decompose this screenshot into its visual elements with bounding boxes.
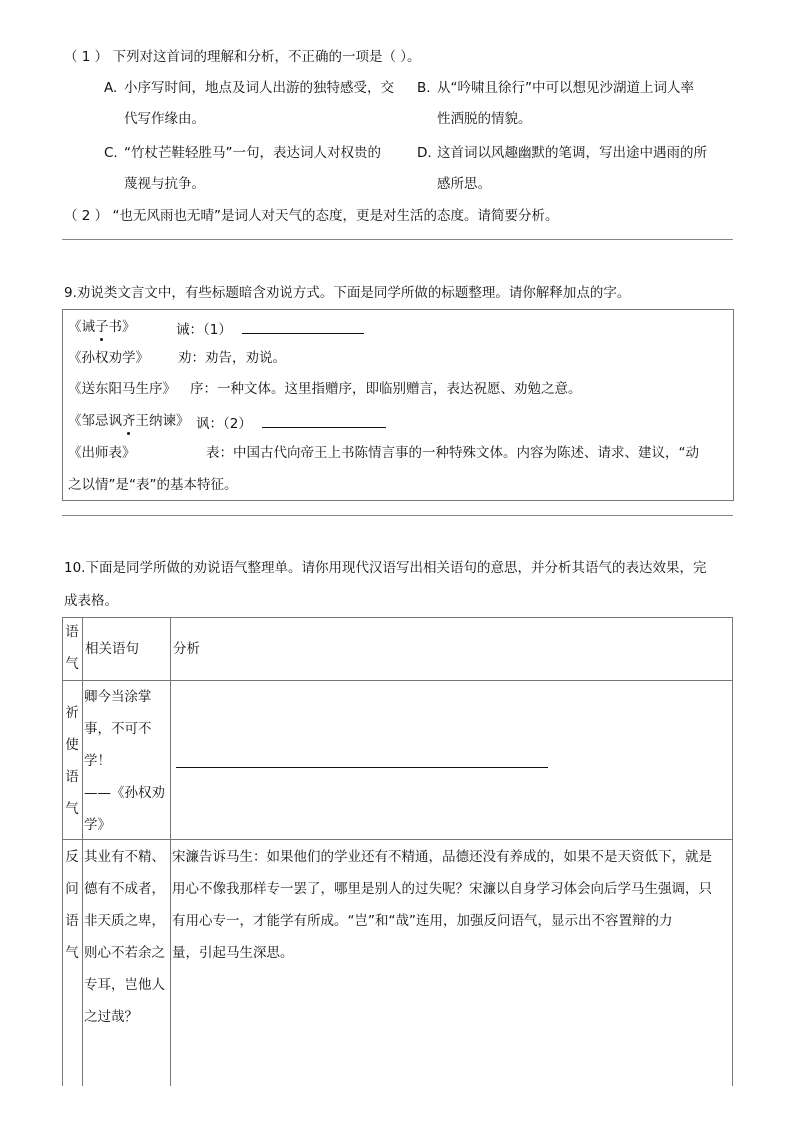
divider <box>62 239 733 240</box>
def-4-text: 讽：（2） <box>196 416 252 432</box>
table-row-divider <box>62 839 733 840</box>
table-border-right <box>732 617 733 1086</box>
option-a-line1: 小序写时间，地点及词人出游的独特感受，交 <box>124 80 394 96</box>
q9-def-5: 表：中国古代向帝王上书陈情言事的一种特殊文体。内容为陈述、请求、建议，“动 <box>206 445 699 461</box>
q9-def-1 <box>176 319 364 338</box>
row1-sentence-line: 卿今当涂掌 <box>84 689 152 705</box>
q9-title-4 <box>68 413 190 429</box>
row2-sentence-line: 其业有不精、 <box>84 849 165 865</box>
option-a-line2: 代写作缘由。 <box>124 111 205 127</box>
row2-analysis-line: 用心不像我那样专一罢了，哪里是别人的过失呢？宋濂以自身学习体会向后学马生强调，只 <box>172 881 712 897</box>
header-sentence: 相关语句 <box>85 641 139 657</box>
answer-blank-2[interactable] <box>262 413 386 428</box>
answer-blank-3[interactable] <box>176 767 548 768</box>
q8-sub1: （ 1 ） 下列对这首词的理解和分析，不正确的一项是（ ）。 <box>64 49 421 65</box>
option-d-letter: D. <box>417 145 432 161</box>
row1-sentence-line: 学》 <box>84 817 111 833</box>
q8-sub2: （ 2 ） “也无风雨也无晴”是词人对天气的态度，更是对生活的态度。请简要分析。 <box>64 208 559 224</box>
header-analysis: 分析 <box>173 641 200 657</box>
table-col-divider <box>82 617 83 1086</box>
q10-prompt-line2: 成表格。 <box>64 593 118 609</box>
row2-sentence-line: 之过哉？ <box>84 1009 138 1025</box>
q9-def-4 <box>196 413 386 432</box>
row1-sentence-line: 事，不可不 <box>84 721 152 737</box>
option-d-line1: 这首词以风趣幽默的笔调，写出途中遇雨的所 <box>437 145 707 161</box>
q9-title-1 <box>68 319 136 335</box>
option-b-line2: 性洒脱的情貌。 <box>437 111 532 127</box>
row2-tone-char: 语 <box>65 913 79 929</box>
row2-sentence-line: 则心不若余之 <box>84 945 165 961</box>
option-c-letter: C. <box>104 145 118 161</box>
option-b-letter: B. <box>417 80 431 96</box>
option-c-line2: 蔑视与抗争。 <box>124 176 205 192</box>
row2-sentence-line: 非天质之卑， <box>84 913 165 929</box>
q9-def-2: 劝：劝告，劝说。 <box>178 350 286 366</box>
row2-tone-char: 气 <box>65 945 79 961</box>
row2-analysis-line: 量，引起马生深思。 <box>172 945 294 961</box>
q9-box <box>62 309 734 501</box>
row2-tone-char: 反 <box>65 849 79 865</box>
row1-tone-char: 使 <box>65 737 79 753</box>
row2-analysis-line: 有用心专一，才能学有所成。“岂”和“哉”连用，加强反问语气，显示出不容置辩的力 <box>172 913 673 929</box>
row1-sentence-line: 学！ <box>84 753 111 769</box>
q9-title-2: 《孙权劝学》 <box>68 350 149 366</box>
q9-def-3: 序：一种文体。这里指赠序，即临别赠言，表达祝愿、劝勉之意。 <box>190 381 582 397</box>
def-1-text: 诫：（1） <box>176 322 232 338</box>
q10-prompt-line1: 10.下面是同学所做的劝说语气整理单。请你用现代汉语写出相关语句的意思，并分析其语气的表达效果，完 <box>64 560 707 576</box>
title-4-text: 《邹忌讽齐王纳谏》 <box>68 413 190 429</box>
q9-title-3: 《送东阳马生序》 <box>68 381 176 397</box>
title-1-text: 《诫子书》 <box>68 319 136 335</box>
option-b-line1: 从“吟啸且徐行”中可以想见沙湖道上词人率 <box>437 80 694 96</box>
row1-tone-char: 祈 <box>65 705 79 721</box>
header-tone-char: 气 <box>65 656 79 672</box>
q9-title-5: 《出师表》 <box>68 445 136 461</box>
option-c-line1: “竹杖芒鞋轻胜马”一句，表达词人对权贵的 <box>124 145 381 161</box>
option-a-letter: A. <box>104 80 118 96</box>
row2-sentence-line: 专耳，岂他人 <box>84 977 165 993</box>
row1-tone-char: 语 <box>65 769 79 785</box>
row1-sentence-line: ——《孙权劝 <box>84 785 165 801</box>
q9-def-5-tail: 之以情”是“表”的基本特征。 <box>68 477 238 493</box>
answer-blank-1[interactable] <box>242 319 364 334</box>
table-row-divider <box>62 680 733 681</box>
row2-tone-char: 问 <box>65 881 79 897</box>
table-col-divider <box>170 617 171 1086</box>
option-d-line2: 感所思。 <box>437 176 491 192</box>
table-border-top <box>62 617 733 618</box>
divider <box>62 515 733 516</box>
q9-prompt: 9.劝说类文言文中，有些标题暗含劝说方式。下面是同学所做的标题整理。请你解释加点的字。 <box>64 285 631 301</box>
header-tone-char: 语 <box>65 624 79 640</box>
row2-analysis-line: 宋濂告诉马生：如果他们的学业还有不精通，品德还没有养成的，如果不是天资低下，就是 <box>172 849 712 865</box>
row1-tone-char: 气 <box>65 801 79 817</box>
row2-sentence-line: 德有不成者， <box>84 881 165 897</box>
